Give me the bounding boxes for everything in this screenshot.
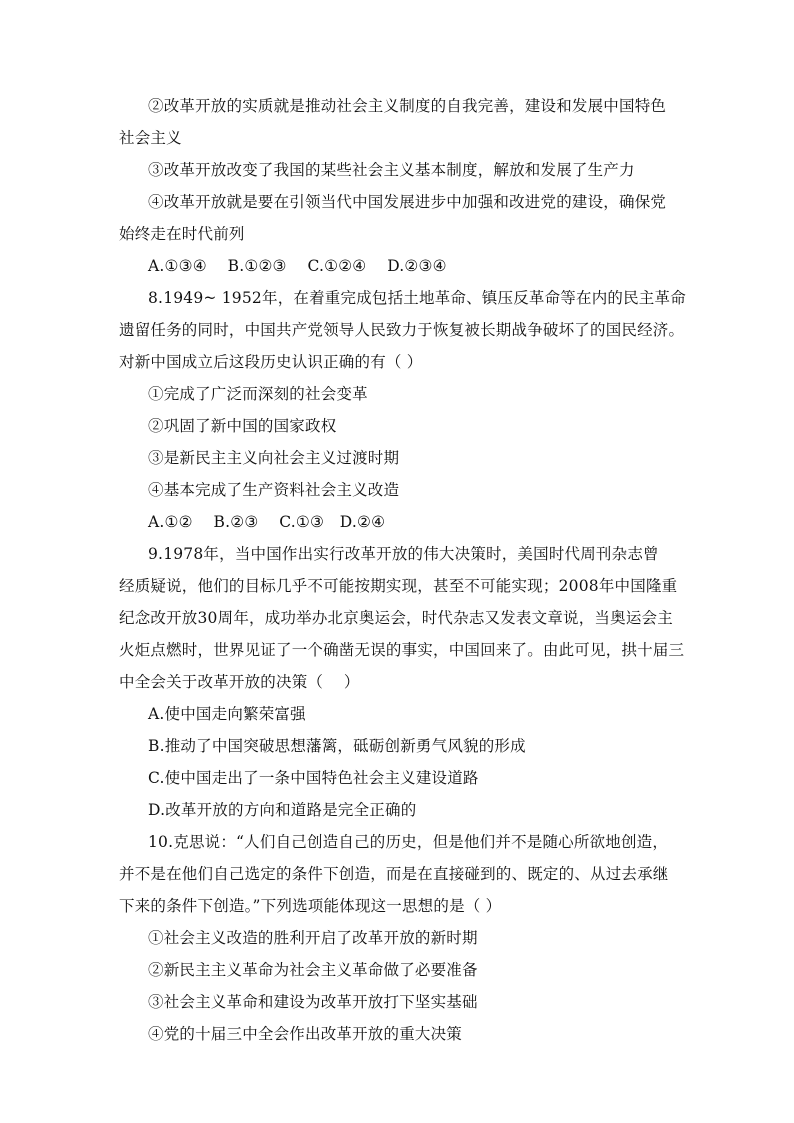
- q10-option-3: ③社会主义革命和建设为改革开放打下坚实基础: [148, 993, 478, 1011]
- q10-option-4: ④党的十届三中全会作出改革开放的重大决策: [148, 1025, 463, 1043]
- q8-answer-choices: A.①② B.②③ C.①③ D.②④: [148, 513, 386, 531]
- option-3-line: ③改革开放改变了我国的某些社会主义基本制度，解放和发展了生产力: [148, 161, 635, 179]
- q9-stem-line-5: 中全会关于改革开放的决策（ ）: [119, 673, 360, 691]
- option-4-line-2: 始终走在时代前列: [119, 225, 245, 243]
- q10-stem-line-1: 10.克思说：“人们自己创造自己的历史，但是他们并不是随心所欲地创造，: [148, 833, 669, 851]
- q8-stem-line-2: 遗留任务的同时，中国共产党领导人民致力于恢复被长期战争破坏了的国民经济。: [119, 321, 685, 339]
- q10-stem-line-2: 并不是在他们自己选定的条件下创造，而是在直接碰到的、既定的、从过去承继: [119, 865, 669, 883]
- q9-option-a: A.使中国走向繁荣富强: [148, 705, 306, 723]
- q9-stem-line-3: 纪念改开放30周年，成功举办北京奥运会，时代杂志又发表文章说，当奥运会主: [119, 609, 673, 627]
- option-2-line-1: ②改革开放的实质就是推动社会主义制度的自我完善，建设和发展中国特色: [148, 97, 667, 115]
- q9-option-d: D.改革开放的方向和道路是完全正确的: [148, 801, 417, 819]
- q9-stem-line-2: 经质疑说，他们的目标几乎不可能按期实现，甚至不可能实现；2008年中国隆重: [119, 577, 678, 595]
- option-4-line-1: ④改革开放就是要在引领当代中国发展进步中加强和改进党的建设，确保党: [148, 193, 667, 211]
- q8-option-4: ④基本完成了生产资料社会主义改造: [148, 481, 400, 499]
- q9-option-c: C.使中国走出了一条中国特色社会主义建设道路: [148, 769, 479, 787]
- q8-stem-line-1: 8.1949~ 1952年，在着重完成包括土地革命、镇压反革命等在内的民主革命: [148, 289, 686, 307]
- q9-stem-line-1: 9.1978年，当中国作出实行改革开放的伟大决策时，美国时代周刊杂志曾: [148, 545, 659, 563]
- q9-stem-line-4: 火炬点燃时，世界见证了一个确凿无误的事实，中国回来了。由此可见，拱十届三: [119, 641, 685, 659]
- q8-stem-line-3: 对新中国成立后这段历史认识正确的有（ ）: [119, 353, 423, 371]
- q10-option-1: ①社会主义改造的胜利开启了改革开放的新时期: [148, 929, 478, 947]
- q10-option-2: ②新民主主义革命为社会主义革命做了必要准备: [148, 961, 478, 979]
- q10-stem-line-3: 下来的条件下创造。”下列选项能体现这一思想的是（ ）: [119, 897, 502, 915]
- option-2-line-2: 社会主义: [119, 129, 182, 147]
- q9-option-b: B.推动了中国突破思想藩篱，砥砺创新勇气风貌的形成: [148, 737, 526, 755]
- q8-option-1: ①完成了广泛而深刻的社会变革: [148, 385, 368, 403]
- q8-option-3: ③是新民主主义向社会主义过渡时期: [148, 449, 400, 467]
- q8-option-2: ②巩固了新中国的国家政权: [148, 417, 337, 435]
- q7-answer-choices: A.①③④ B.①②③ C.①②④ D.②③④: [148, 257, 447, 275]
